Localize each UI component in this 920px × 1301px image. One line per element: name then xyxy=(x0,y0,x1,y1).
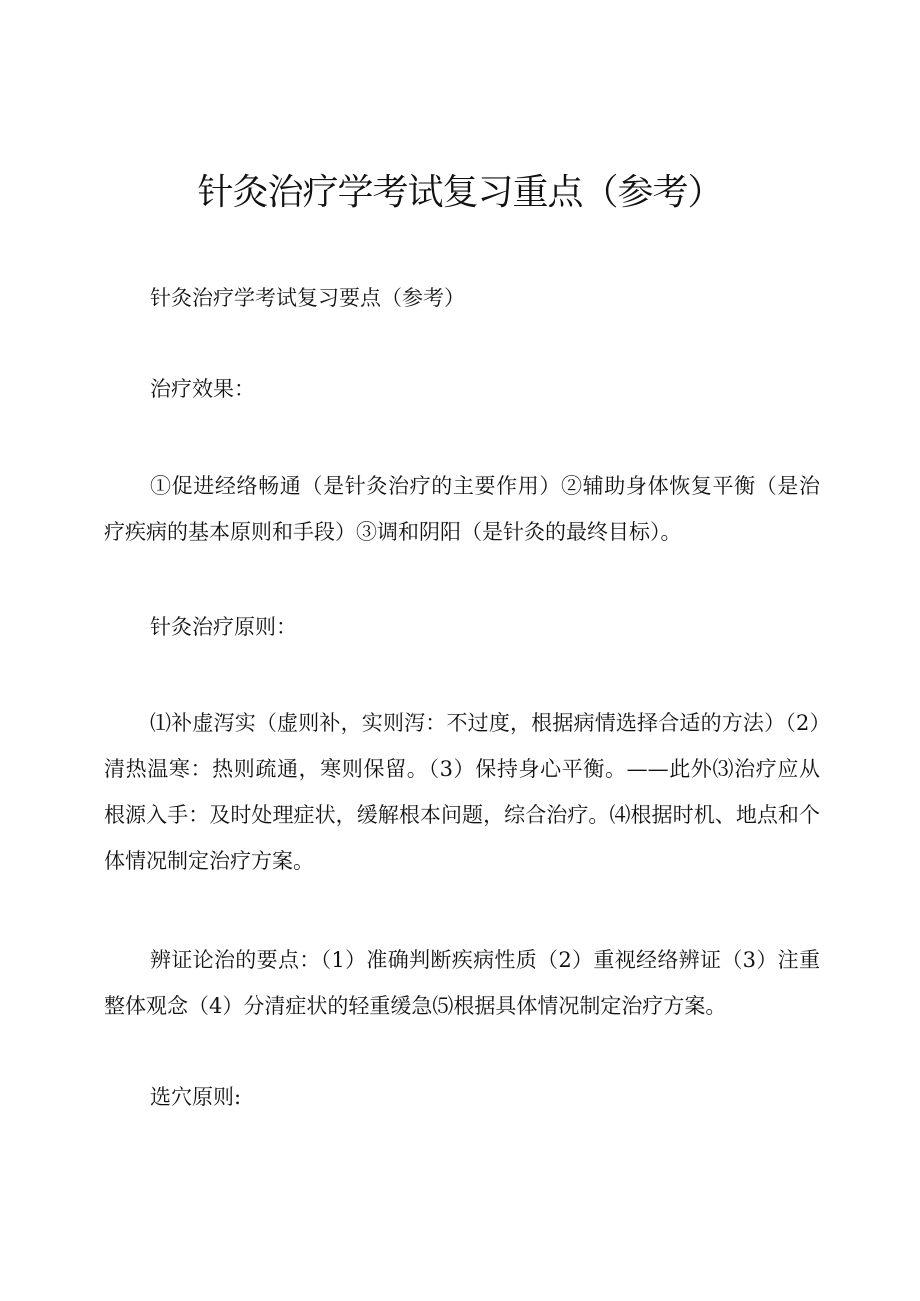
paragraph-treatment-effect: ①促进经络畅通（是针灸治疗的主要作用）②辅助身体恢复平衡（是治疗疾病的基本原则和手段）③调和阴阳（是针灸的最终目标）。 xyxy=(104,474,820,544)
section-heading-acupoint-selection: 选穴原则: xyxy=(150,1085,242,1109)
document-subtitle: 针灸治疗学考试复习要点（参考） xyxy=(150,286,465,310)
document-title: 针灸治疗学考试复习重点（参考） xyxy=(197,172,723,213)
section-heading-treatment-effect: 治疗效果： xyxy=(150,377,255,401)
section-heading-treatment-principles: 针灸治疗原则： xyxy=(150,615,297,639)
paragraph-treatment-principles: ⑴补虚泻实（虚则补，实则泻：不过度，根据病情选择合适的方法）（2）清热温寒：热则疏通，寒则保留。（3）保持身心平衡。——此外⑶治疗应从根源入手：及时处理症状，缓解根本问题，综合治疗。⑷根据时机、地点和个体情况制定治疗方案。 xyxy=(104,711,820,873)
paragraph-syndrome-differentiation: 辨证论治的要点：（1）准确判断疾病性质（2）重视经络辨证（3）注重整体观念（4）分清症状的轻重缓急⑸根据具体情况制定治疗方案。 xyxy=(104,948,820,1018)
